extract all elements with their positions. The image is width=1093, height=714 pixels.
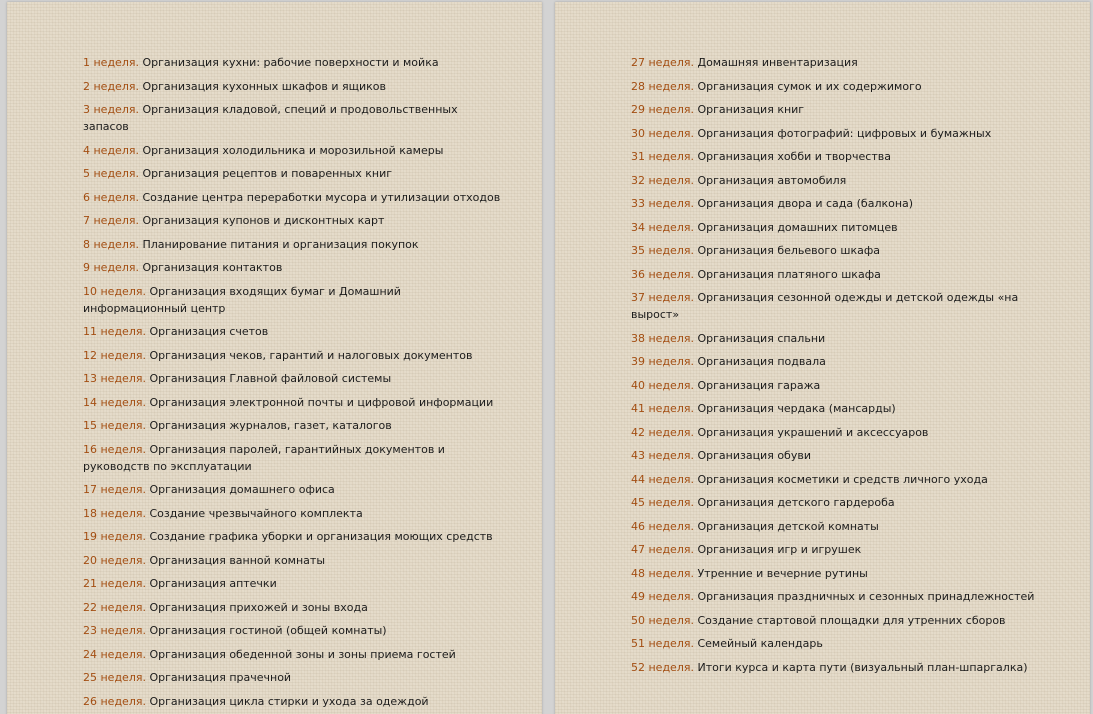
week-number-label: 7 неделя. <box>83 214 139 227</box>
week-entry <box>631 195 1051 212</box>
week-topic: Организация детского гардероба <box>693 496 895 509</box>
week-number-label: 24 неделя. <box>83 647 146 661</box>
week-topic: Организация аптечки <box>145 577 277 590</box>
week-topic: Домашняя инвентаризация <box>693 56 858 69</box>
week-number-label: 33 неделя. <box>631 197 694 210</box>
week-number-label: 41 неделя. <box>631 402 694 415</box>
week-entry <box>83 622 503 639</box>
week-topic: Организация платяного шкафа <box>693 267 881 281</box>
week-entry <box>83 142 503 159</box>
week-number-label: 28 неделя. <box>631 79 694 93</box>
week-entry <box>83 693 503 710</box>
week-list <box>83 54 503 714</box>
week-number-label: 44 неделя. <box>631 472 694 486</box>
week-number-label: 36 неделя. <box>631 267 694 281</box>
week-entry <box>631 447 1051 464</box>
week-entry <box>83 441 503 475</box>
week-number-label: 13 неделя. <box>83 372 146 385</box>
week-number-label: 50 неделя. <box>631 613 694 627</box>
week-entry <box>83 552 503 569</box>
week-entry <box>83 669 503 686</box>
week-topic: Организация цикла стирки и ухода за одеждой <box>145 694 429 708</box>
week-topic: Организация спальни <box>693 331 826 345</box>
week-number-label: 11 неделя. <box>83 325 146 338</box>
week-number-label: 17 неделя. <box>83 483 146 496</box>
week-number-label: 5 неделя. <box>83 167 139 180</box>
week-entry <box>83 347 503 364</box>
week-number-label: 45 неделя. <box>631 496 694 509</box>
week-topic: Организация чеков, гарантий и налоговых документов <box>145 348 473 362</box>
week-topic: Организация гостиной (общей комнаты) <box>145 624 387 637</box>
week-topic: Организация игр и игрушек <box>693 543 862 556</box>
week-entry <box>83 505 503 522</box>
week-entry <box>631 588 1051 605</box>
week-number-label: 30 неделя. <box>631 126 694 140</box>
week-number-label: 48 неделя. <box>631 566 694 580</box>
week-number-label: 25 неделя. <box>83 671 146 684</box>
week-topic: Организация бельевого шкафа <box>693 244 880 257</box>
week-topic: Организация паролей, гарантийных документов и руководств по эксплуатации <box>83 442 445 473</box>
week-topic: Организация автомобиля <box>693 173 847 187</box>
week-topic: Создание чрезвычайного комплекта <box>145 506 363 520</box>
week-entry <box>83 259 503 276</box>
week-number-label: 21 неделя. <box>83 577 146 590</box>
week-entry <box>631 400 1051 417</box>
week-number-label: 18 неделя. <box>83 506 146 520</box>
week-number-label: 9 неделя. <box>83 261 139 274</box>
document-page-right <box>555 2 1090 714</box>
week-number-label: 51 неделя. <box>631 637 694 650</box>
week-topic: Организация кладовой, специй и продовольственных запасов <box>83 103 458 133</box>
week-entry <box>83 481 503 498</box>
week-number-label: 27 неделя. <box>631 56 694 69</box>
week-entry <box>83 323 503 340</box>
week-topic: Организация рецептов и поваренных книг <box>138 167 393 180</box>
week-topic: Организация подвала <box>693 355 826 368</box>
week-number-label: 47 неделя. <box>631 543 694 556</box>
week-entry <box>631 377 1051 394</box>
week-topic: Организация входящих бумаг и Домашний информационный центр <box>83 284 401 315</box>
week-topic: Организация домашних питомцев <box>693 220 898 234</box>
week-topic: Организация обуви <box>693 449 811 462</box>
week-number-label: 35 неделя. <box>631 244 694 257</box>
week-topic: Организация домашнего офиса <box>145 483 335 496</box>
week-topic: Организация купонов и дисконтных карт <box>138 214 385 227</box>
week-entry <box>631 612 1051 629</box>
week-entry <box>631 424 1051 441</box>
week-number-label: 46 неделя. <box>631 519 694 533</box>
week-topic: Организация журналов, газет, каталогов <box>145 419 392 432</box>
week-entry <box>631 471 1051 488</box>
week-topic: Организация фотографий: цифровых и бумажных <box>693 126 992 140</box>
week-entry <box>83 370 503 387</box>
week-topic: Организация украшений и аксессуаров <box>693 425 929 439</box>
week-entry <box>631 659 1051 676</box>
week-entry <box>83 528 503 545</box>
week-number-label: 26 неделя. <box>83 694 146 708</box>
week-entry <box>83 646 503 663</box>
week-topic: Организация праздничных и сезонных принадлежностей <box>693 590 1035 603</box>
week-topic: Организация косметики и средств личного ухода <box>693 472 988 486</box>
week-number-label: 38 неделя. <box>631 331 694 345</box>
week-topic: Итоги курса и карта пути (визуальный план-шпаргалка) <box>693 660 1028 674</box>
week-topic: Организация книг <box>693 103 805 116</box>
week-entry <box>631 353 1051 370</box>
week-number-label: 12 неделя. <box>83 348 146 362</box>
week-topic: Организация чердака (мансарды) <box>693 402 896 415</box>
week-topic: Организация кухонных шкафов и ящиков <box>138 79 386 93</box>
week-number-label: 22 неделя. <box>83 600 146 614</box>
week-entry <box>83 78 503 95</box>
week-entry <box>631 148 1051 165</box>
week-number-label: 16 неделя. <box>83 442 146 456</box>
week-entry <box>631 172 1051 189</box>
week-entry <box>631 518 1051 535</box>
week-topic: Организация детской комнаты <box>693 519 879 533</box>
week-number-label: 40 неделя. <box>631 378 694 392</box>
week-number-label: 8 неделя. <box>83 237 139 251</box>
week-entry <box>631 242 1051 259</box>
week-entry <box>83 394 503 411</box>
week-number-label: 32 неделя. <box>631 173 694 187</box>
week-entry <box>83 189 503 206</box>
week-entry <box>631 125 1051 142</box>
week-number-label: 29 неделя. <box>631 103 694 116</box>
week-number-label: 14 неделя. <box>83 395 146 409</box>
week-topic: Организация прачечной <box>145 671 292 684</box>
week-entry <box>631 54 1051 71</box>
week-number-label: 19 неделя. <box>83 530 146 543</box>
week-entry <box>83 575 503 592</box>
week-number-label: 39 неделя. <box>631 355 694 368</box>
week-entry <box>631 635 1051 652</box>
week-number-label: 42 неделя. <box>631 425 694 439</box>
week-entry <box>83 212 503 229</box>
week-number-label: 1 неделя. <box>83 56 139 69</box>
week-entry <box>631 541 1051 558</box>
week-entry <box>83 101 503 135</box>
week-number-label: 10 неделя. <box>83 284 146 298</box>
week-number-label: 2 неделя. <box>83 79 139 93</box>
week-entry <box>631 565 1051 582</box>
week-number-label: 49 неделя. <box>631 590 694 603</box>
week-number-label: 31 неделя. <box>631 150 694 163</box>
week-topic: Организация хобби и творчества <box>693 150 891 163</box>
week-number-label: 37 неделя. <box>631 291 694 304</box>
week-topic: Организация кухни: рабочие поверхности и мойка <box>138 56 439 69</box>
week-topic: Семейный календарь <box>693 637 823 650</box>
week-entry <box>83 165 503 182</box>
week-number-label: 4 неделя. <box>83 143 139 157</box>
week-entry <box>631 289 1051 323</box>
week-topic: Организация электронной почты и цифровой информации <box>145 395 494 409</box>
week-topic: Организация обеденной зоны и зоны приема гостей <box>145 647 456 661</box>
week-number-label: 20 неделя. <box>83 553 146 567</box>
week-number-label: 34 неделя. <box>631 220 694 234</box>
week-topic: Организация счетов <box>145 325 269 338</box>
week-topic: Организация сезонной одежды и детской одежды «на вырост» <box>631 291 1019 321</box>
week-entry <box>83 417 503 434</box>
week-topic: Организация сумок и их содержимого <box>693 79 922 93</box>
week-number-label: 52 неделя. <box>631 660 694 674</box>
week-topic: Организация гаража <box>693 378 821 392</box>
week-entry <box>631 266 1051 283</box>
week-topic: Организация контактов <box>138 261 283 274</box>
week-number-label: 3 неделя. <box>83 103 139 116</box>
week-topic: Создание стартовой площадки для утренних сборов <box>693 613 1006 627</box>
week-topic: Создание центра переработки мусора и утилизации отходов <box>138 190 501 204</box>
week-entry <box>631 78 1051 95</box>
week-number-label: 15 неделя. <box>83 419 146 432</box>
week-entry <box>631 330 1051 347</box>
week-entry <box>83 236 503 253</box>
week-entry <box>631 219 1051 236</box>
week-entry <box>83 54 503 71</box>
week-topic: Организация двора и сада (балкона) <box>693 197 914 210</box>
week-topic: Создание графика уборки и организация моющих средств <box>145 530 493 543</box>
document-page-left <box>7 2 542 714</box>
week-topic: Планирование питания и организация покупок <box>138 237 419 251</box>
week-number-label: 43 неделя. <box>631 449 694 462</box>
week-topic: Организация холодильника и морозильной камеры <box>138 143 444 157</box>
week-topic: Организация ванной комнаты <box>145 553 326 567</box>
week-number-label: 6 неделя. <box>83 190 139 204</box>
week-topic: Организация прихожей и зоны входа <box>145 600 368 614</box>
week-entry <box>631 494 1051 511</box>
week-topic: Утренние и вечерние рутины <box>693 566 868 580</box>
week-entry <box>631 101 1051 118</box>
week-list <box>631 54 1051 682</box>
week-topic: Организация Главной файловой системы <box>145 372 392 385</box>
week-number-label: 23 неделя. <box>83 624 146 637</box>
week-entry <box>83 599 503 616</box>
week-entry <box>83 283 503 317</box>
